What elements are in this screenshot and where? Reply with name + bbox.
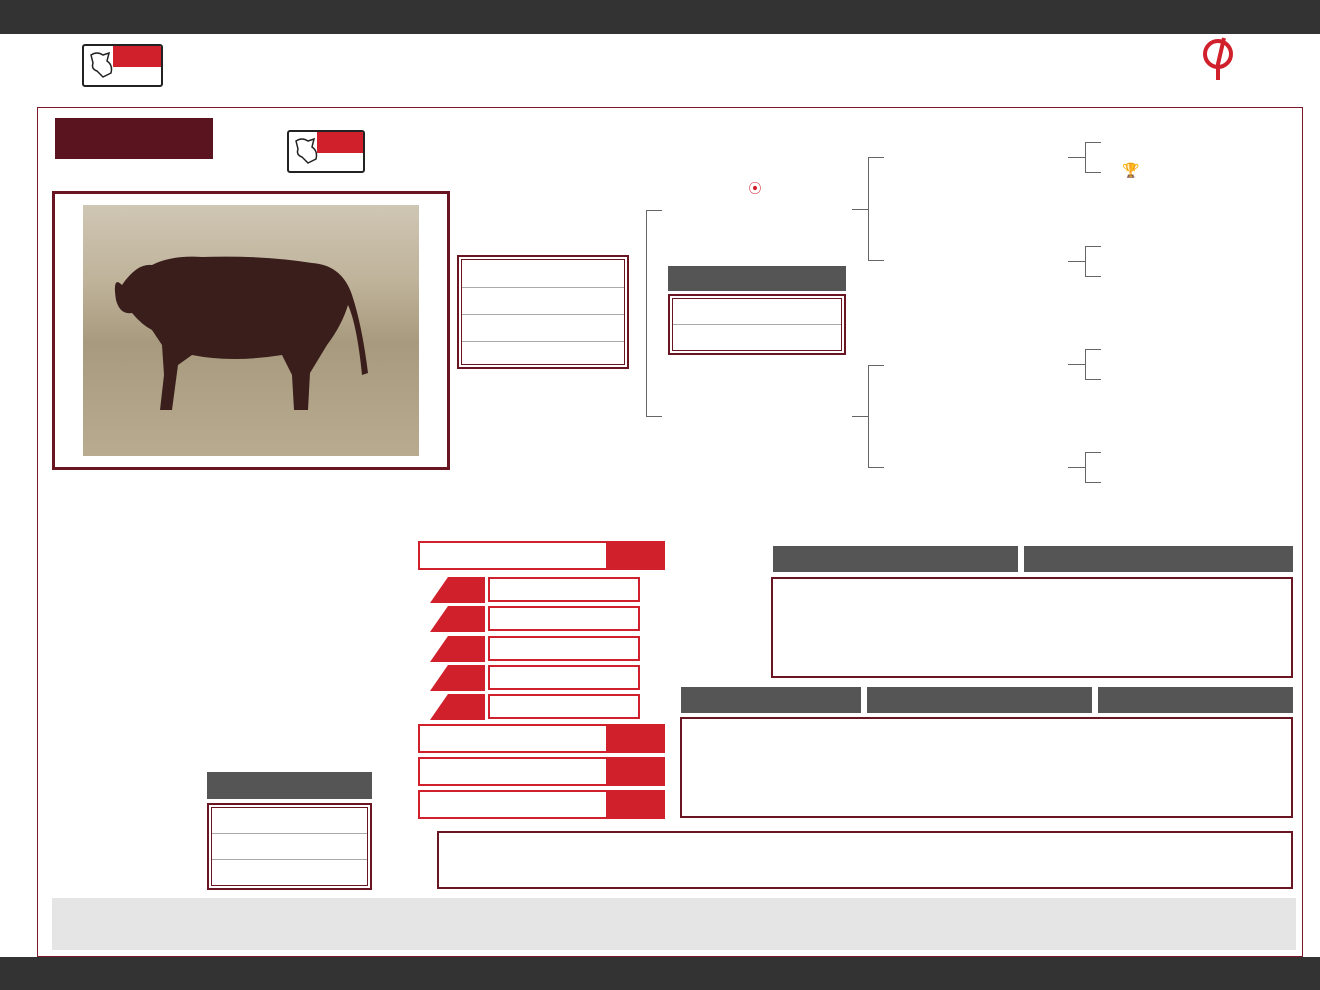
ownership-row <box>673 299 841 325</box>
seller-remarks <box>52 898 1296 950</box>
ownership-row <box>673 325 841 351</box>
ebv-bottom-table <box>680 717 1293 818</box>
group-karkas <box>1098 687 1293 713</box>
details-table <box>457 255 629 369</box>
group-vrugbaarheid <box>1024 546 1293 572</box>
pedigree-bracket <box>868 157 884 261</box>
weights-table <box>437 831 1293 889</box>
pedigree-link <box>852 209 868 210</box>
pedigree-sdd <box>1100 266 1286 268</box>
pedigree-link <box>852 416 868 417</box>
group-raam <box>867 687 1092 713</box>
myostatin-code <box>212 808 272 833</box>
pedigree-sd <box>850 234 1102 244</box>
bottom-bar <box>0 957 1320 990</box>
myostatin-code <box>212 860 272 886</box>
bull-head-icon <box>87 49 127 81</box>
myostatin-title <box>207 772 372 799</box>
groei-waarde-value <box>608 724 665 753</box>
pedigree-ssd <box>1100 162 1286 178</box>
myostatin-table <box>207 803 372 890</box>
top-bar <box>0 0 1320 34</box>
karkas-waarde-label <box>418 757 608 786</box>
pedigree-ds <box>876 338 1076 346</box>
pedigree-link <box>1068 467 1085 468</box>
melk-label <box>488 636 640 661</box>
detail-label <box>462 287 624 314</box>
genomic-icon: ⦿ <box>748 181 762 196</box>
detail-label <box>462 341 624 368</box>
sussex-logo <box>82 44 163 87</box>
ownership-header <box>668 266 846 291</box>
pedigree-bracket <box>1085 142 1101 173</box>
pedigree-dd <box>850 440 1102 450</box>
lot-badge <box>55 118 213 159</box>
pedigree-bracket <box>868 365 884 468</box>
koeiwaarde-value <box>608 541 665 570</box>
ownership-box <box>668 294 846 355</box>
pedigree-ss <box>876 130 1076 137</box>
studbook-emblem-icon <box>1198 36 1238 82</box>
pedigree-bracket <box>646 210 662 417</box>
kalfgroei-label <box>488 606 640 631</box>
pedigree-link <box>1068 261 1085 262</box>
koeiwaarde-box <box>418 541 608 570</box>
produksie-waarde-value <box>608 790 665 819</box>
pedigree-ddd <box>1100 370 1286 373</box>
bull-silhouette <box>112 245 374 415</box>
group-na-speen <box>681 687 861 713</box>
pedigree-link <box>1068 364 1085 365</box>
ebv-top-table <box>771 577 1293 678</box>
kalfgemak-label <box>488 577 640 602</box>
pedigree-dam <box>630 388 875 397</box>
bull-head-icon <box>292 135 332 167</box>
sa-studbook-logo <box>1182 36 1262 98</box>
group-kalf-moeder <box>773 546 1018 572</box>
sussex-logo-small <box>287 130 365 173</box>
karkas-waarde-value <box>608 757 665 786</box>
pedigree-dds <box>1100 330 1286 333</box>
pedigree-bracket <box>1085 452 1101 483</box>
detail-label <box>462 314 624 341</box>
pedigree-sire <box>660 181 850 205</box>
qr-code <box>52 773 169 890</box>
pedigree-link <box>1068 157 1085 158</box>
trophy-icon: 🏆 <box>1122 162 1140 178</box>
pedigree-sss <box>1100 121 1286 124</box>
pedigree-sds <box>1100 227 1286 230</box>
onderhoud-label <box>488 665 640 690</box>
detail-label <box>462 260 624 287</box>
pedigree-bracket <box>1085 349 1101 380</box>
produksie-waarde-label <box>418 790 608 819</box>
vrugbaarheid-label <box>488 694 640 719</box>
pedigree-bracket <box>1085 246 1101 277</box>
myostatin-code <box>212 834 272 859</box>
groei-waarde-label <box>418 724 608 753</box>
